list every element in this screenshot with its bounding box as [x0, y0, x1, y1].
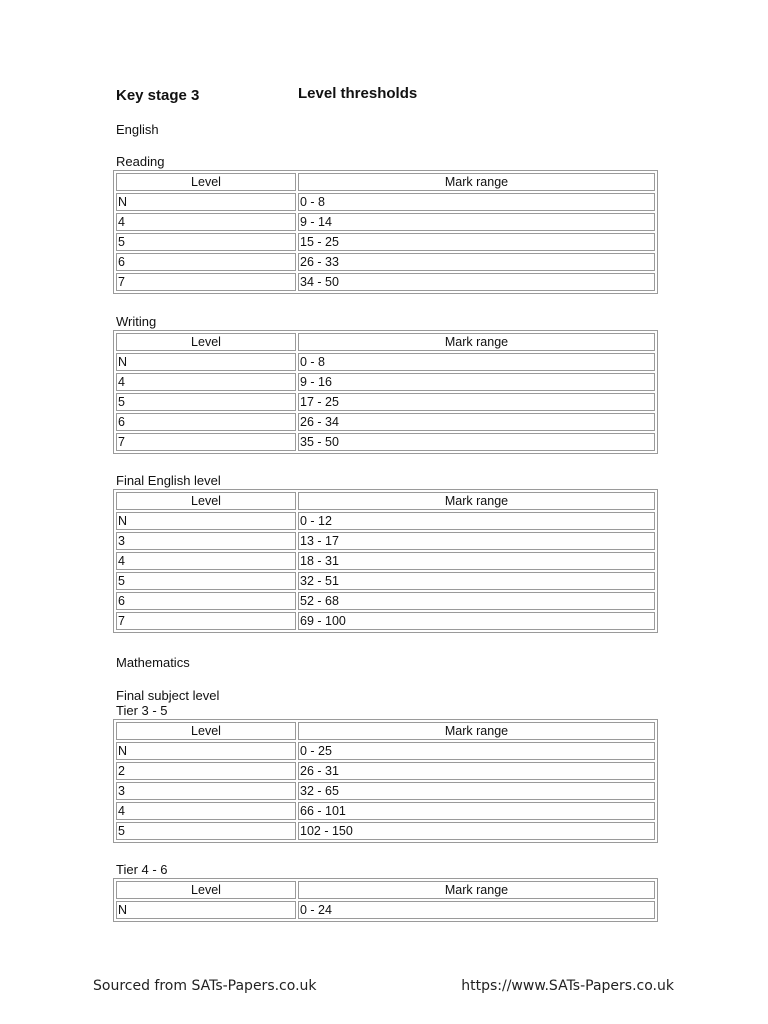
- mark-range-cell: 26 - 33: [298, 253, 655, 271]
- page-header-left: Key stage 3: [116, 87, 200, 104]
- level-cell: 6: [116, 592, 296, 610]
- mark-range-cell: 32 - 51: [298, 572, 655, 590]
- mark-range-cell: 9 - 16: [298, 373, 655, 391]
- mark-range-cell: 9 - 14: [298, 213, 655, 231]
- mark-range-cell: 0 - 24: [298, 901, 655, 919]
- level-cell: N: [116, 353, 296, 371]
- table-row: [116, 782, 655, 800]
- table-row: [116, 532, 655, 550]
- table-row: [116, 552, 655, 570]
- mark-range-cell: 26 - 34: [298, 413, 655, 431]
- table-row: [116, 612, 655, 630]
- final-english-caption: Final English level: [116, 473, 221, 488]
- writing-caption: Writing: [116, 314, 157, 329]
- level-cell: 4: [116, 213, 296, 231]
- final-english-table: [113, 489, 658, 633]
- column-header-mark-range: Mark range: [298, 722, 655, 740]
- mark-range-cell: 26 - 31: [298, 762, 655, 780]
- level-cell: 4: [116, 373, 296, 391]
- footer-source: Sourced from SATs-Papers.co.uk: [93, 978, 317, 994]
- reading-caption: Reading: [116, 154, 165, 169]
- reading-table: [113, 170, 658, 294]
- level-cell: 2: [116, 762, 296, 780]
- table-header-row: [116, 173, 655, 191]
- level-cell: 4: [116, 802, 296, 820]
- level-cell: 5: [116, 572, 296, 590]
- level-cell: 3: [116, 782, 296, 800]
- table-row: [116, 572, 655, 590]
- mark-range-cell: 34 - 50: [298, 273, 655, 291]
- table-row: [116, 802, 655, 820]
- level-cell: 4: [116, 552, 296, 570]
- level-cell: 6: [116, 413, 296, 431]
- level-cell: 5: [116, 233, 296, 251]
- table-row: [116, 373, 655, 391]
- subject-mathematics: Mathematics: [116, 655, 190, 670]
- table-row: [116, 193, 655, 211]
- level-cell: N: [116, 193, 296, 211]
- tier-4-6-table: [113, 878, 658, 922]
- table-row: [116, 393, 655, 411]
- table-header-row: [116, 333, 655, 351]
- table-row: [116, 353, 655, 371]
- column-header-level: Level: [116, 173, 296, 191]
- table-row: [116, 762, 655, 780]
- mark-range-cell: 0 - 8: [298, 193, 655, 211]
- level-cell: 5: [116, 393, 296, 411]
- mark-range-cell: 15 - 25: [298, 233, 655, 251]
- table-header-row: [116, 722, 655, 740]
- final-subject-caption: Final subject level: [116, 688, 220, 703]
- tier-3-5-caption: Tier 3 - 5: [116, 703, 168, 718]
- table-row: [116, 413, 655, 431]
- mark-range-cell: 66 - 101: [298, 802, 655, 820]
- table-row: [116, 213, 655, 231]
- footer-url: https://www.SATs-Papers.co.uk: [461, 978, 674, 994]
- mark-range-cell: 69 - 100: [298, 612, 655, 630]
- column-header-level: Level: [116, 333, 296, 351]
- mark-range-cell: 17 - 25: [298, 393, 655, 411]
- mark-range-cell: 0 - 8: [298, 353, 655, 371]
- mark-range-cell: 102 - 150: [298, 822, 655, 840]
- column-header-mark-range: Mark range: [298, 333, 655, 351]
- tier-4-6-caption: Tier 4 - 6: [116, 862, 168, 877]
- level-cell: N: [116, 512, 296, 530]
- column-header-level: Level: [116, 722, 296, 740]
- subject-english: English: [116, 122, 159, 137]
- level-cell: 5: [116, 822, 296, 840]
- level-cell: 7: [116, 273, 296, 291]
- column-header-mark-range: Mark range: [298, 492, 655, 510]
- table-row: [116, 901, 655, 919]
- mark-range-cell: 18 - 31: [298, 552, 655, 570]
- table-row: [116, 273, 655, 291]
- table-header-row: [116, 492, 655, 510]
- mark-range-cell: 13 - 17: [298, 532, 655, 550]
- level-cell: 7: [116, 433, 296, 451]
- column-header-level: Level: [116, 492, 296, 510]
- table-row: [116, 592, 655, 610]
- writing-table: [113, 330, 658, 454]
- column-header-mark-range: Mark range: [298, 881, 655, 899]
- table-header-row: [116, 881, 655, 899]
- level-cell: 3: [116, 532, 296, 550]
- level-cell: N: [116, 742, 296, 760]
- level-cell: 6: [116, 253, 296, 271]
- table-row: [116, 253, 655, 271]
- mark-range-cell: 0 - 12: [298, 512, 655, 530]
- mark-range-cell: 0 - 25: [298, 742, 655, 760]
- mark-range-cell: 35 - 50: [298, 433, 655, 451]
- mark-range-cell: 32 - 65: [298, 782, 655, 800]
- column-header-level: Level: [116, 881, 296, 899]
- table-row: [116, 433, 655, 451]
- table-row: [116, 512, 655, 530]
- page-header-title: Level thresholds: [298, 85, 418, 102]
- tier-3-5-table: [113, 719, 658, 843]
- column-header-mark-range: Mark range: [298, 173, 655, 191]
- level-cell: 7: [116, 612, 296, 630]
- level-cell: N: [116, 901, 296, 919]
- table-row: [116, 742, 655, 760]
- table-row: [116, 822, 655, 840]
- table-row: [116, 233, 655, 251]
- mark-range-cell: 52 - 68: [298, 592, 655, 610]
